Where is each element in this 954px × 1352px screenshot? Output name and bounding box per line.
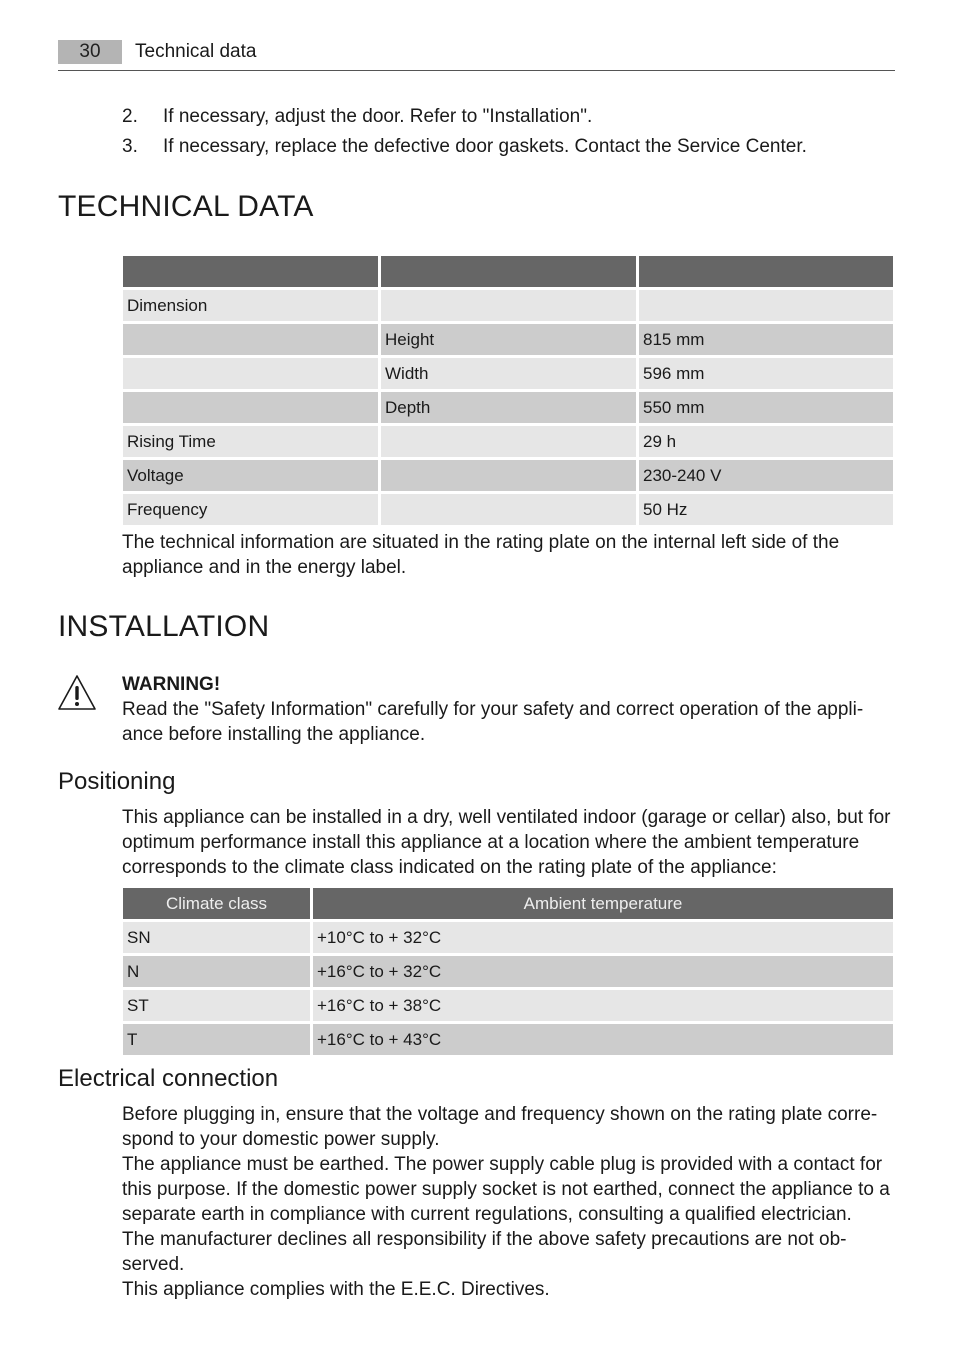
step-text: If necessary, replace the defective door gaskets. Contact the Service Center. bbox=[163, 136, 807, 157]
table-row bbox=[123, 922, 893, 953]
table-row bbox=[123, 1024, 893, 1055]
warning-block bbox=[122, 672, 897, 747]
list-item bbox=[122, 102, 882, 132]
warning-text: Read the "Safety Information" carefully for your safety and correct operation of the appli-ance before installing the appliance. bbox=[122, 699, 864, 745]
table-cell: 550 mm bbox=[639, 392, 893, 423]
table-cell bbox=[639, 290, 893, 321]
table-row bbox=[123, 426, 893, 457]
list-item bbox=[122, 132, 882, 162]
table-cell: 29 h bbox=[639, 426, 893, 457]
warning-title: WARNING! bbox=[122, 674, 221, 695]
table-cell bbox=[123, 324, 378, 355]
installation-heading: INSTALLATION bbox=[58, 610, 270, 643]
table-cell: T bbox=[123, 1024, 310, 1055]
table-header-row bbox=[123, 256, 893, 287]
step-number: 2. bbox=[122, 106, 138, 127]
table-row bbox=[123, 460, 893, 491]
table-cell: +16°C to + 43°C bbox=[313, 1024, 893, 1055]
table-cell: ST bbox=[123, 990, 310, 1021]
table-cell bbox=[381, 460, 636, 491]
table-cell: Frequency bbox=[123, 494, 378, 525]
table-row bbox=[123, 324, 893, 355]
table-cell: SN bbox=[123, 922, 310, 953]
positioning-heading: Positioning bbox=[58, 768, 176, 795]
climate-class-table bbox=[120, 885, 896, 1058]
technical-data-table bbox=[120, 253, 896, 528]
table-cell: N bbox=[123, 956, 310, 987]
table-cell: Height bbox=[381, 324, 636, 355]
step-text: If necessary, adjust the door. Refer to "Installation". bbox=[163, 106, 593, 127]
table-header-cell: Climate class bbox=[123, 888, 310, 919]
table-cell bbox=[381, 494, 636, 525]
table-cell: Depth bbox=[381, 392, 636, 423]
table-row bbox=[123, 290, 893, 321]
table-cell bbox=[123, 392, 378, 423]
table-header-cell bbox=[639, 256, 893, 287]
table-cell bbox=[381, 426, 636, 457]
paragraph: Before plugging in, ensure that the voltage and frequency shown on the rating plate corre-spond to your domestic power supply. bbox=[122, 1104, 878, 1150]
warning-triangle-icon bbox=[57, 674, 97, 712]
table-cell: +16°C to + 38°C bbox=[313, 990, 893, 1021]
table-header-cell: Ambient temperature bbox=[313, 888, 893, 919]
positioning-text: This appliance can be installed in a dry, well ventilated indoor (garage or cellar) also, but for optimum performance install this appliance at a location where the ambient temperature corresponds to the climate class indicated on the rating plate of the appliance: bbox=[122, 807, 891, 878]
technical-data-heading: TECHNICAL DATA bbox=[58, 190, 314, 223]
page-number: 30 bbox=[58, 40, 122, 64]
paragraph: The manufacturer declines all responsibility if the above safety precautions are not ob-served. bbox=[122, 1229, 847, 1275]
intro-steps bbox=[122, 102, 882, 162]
header-title: Technical data bbox=[135, 41, 257, 62]
table-row bbox=[123, 494, 893, 525]
table-row bbox=[123, 392, 893, 423]
table-cell: 596 mm bbox=[639, 358, 893, 389]
paragraph: This appliance complies with the E.E.C. Directives. bbox=[122, 1279, 550, 1300]
table-row bbox=[123, 956, 893, 987]
table-cell: Dimension bbox=[123, 290, 378, 321]
table-cell: Voltage bbox=[123, 460, 378, 491]
table-cell bbox=[123, 358, 378, 389]
step-number: 3. bbox=[122, 136, 138, 157]
table-cell: 230-240 V bbox=[639, 460, 893, 491]
page-header bbox=[58, 40, 895, 71]
table-header-row bbox=[123, 888, 893, 919]
table-cell: 50 Hz bbox=[639, 494, 893, 525]
electrical-connection-text bbox=[122, 1102, 897, 1302]
electrical-connection-heading: Electrical connection bbox=[58, 1065, 279, 1092]
table-header-cell bbox=[123, 256, 378, 287]
table-header-cell bbox=[381, 256, 636, 287]
table-cell: Width bbox=[381, 358, 636, 389]
table-cell bbox=[381, 290, 636, 321]
table-cell: Rising Time bbox=[123, 426, 378, 457]
table-cell: +10°C to + 32°C bbox=[313, 922, 893, 953]
paragraph: The appliance must be earthed. The power supply cable plug is provided with a contact for this purpose. If the domestic power supply socket is not earthed, connect the appliance to a separate earth in compliance with current regulations, consulting a qualified electrician. bbox=[122, 1154, 890, 1225]
table-row bbox=[123, 990, 893, 1021]
table-cell: +16°C to + 32°C bbox=[313, 956, 893, 987]
table-row bbox=[123, 358, 893, 389]
table-cell: 815 mm bbox=[639, 324, 893, 355]
technical-note: The technical information are situated in the rating plate on the internal left side of the appliance and in the energy label. bbox=[122, 532, 840, 578]
